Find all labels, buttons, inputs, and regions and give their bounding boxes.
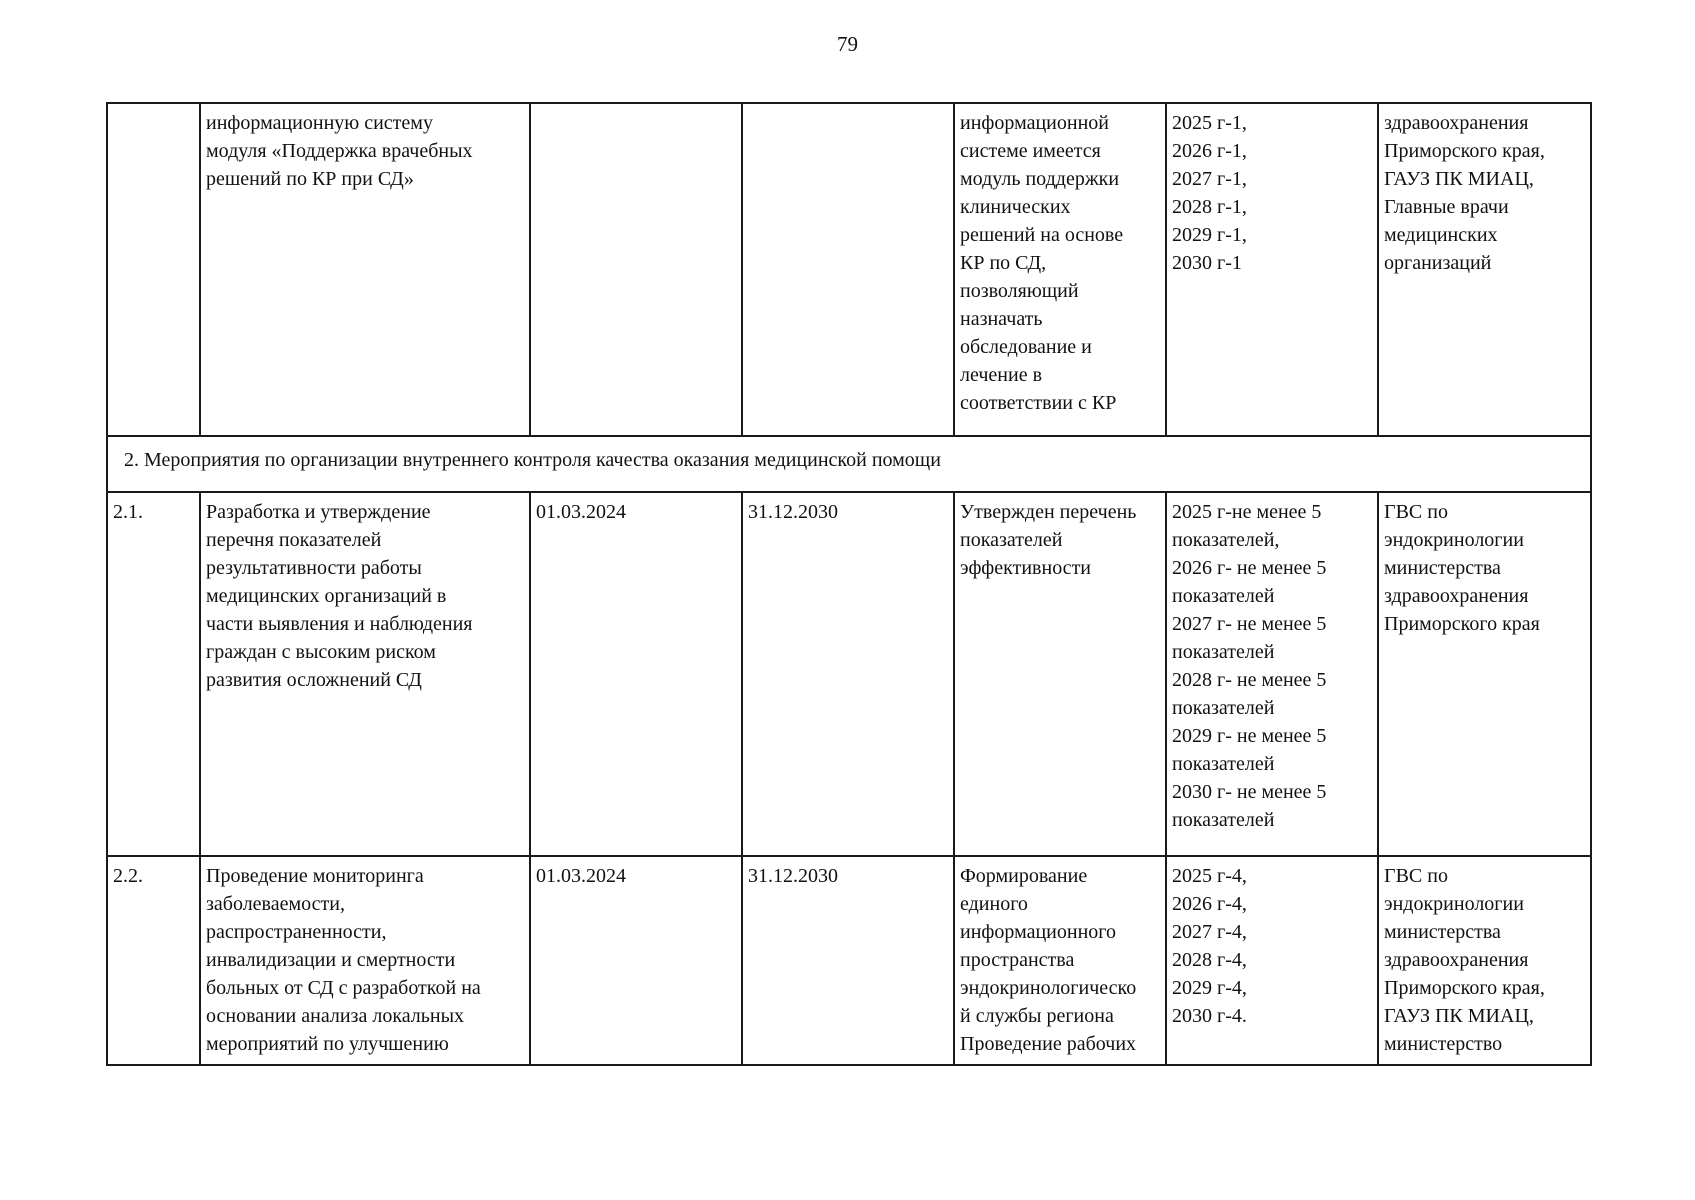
table-row (107, 856, 1591, 1065)
cell-responsible: здравоохранения Приморского края, ГАУЗ ПК МИАЦ, Главные врачи медицинских организаций (1378, 103, 1591, 436)
action-plan-table (106, 102, 1592, 1066)
cell-number: 2.2. (107, 856, 200, 1065)
cell-end-date: 31.12.2030 (742, 492, 954, 856)
cell-start-date (530, 103, 742, 436)
page-number: 79 (837, 32, 858, 56)
cell-start-date: 01.03.2024 (530, 856, 742, 1065)
cell-result: информационной системе имеется модуль поддержки клинических решений на основе КР по СД, позволяющий назначать обследование и лечение в соответствии с КР (954, 103, 1166, 436)
cell-start-date: 01.03.2024 (530, 492, 742, 856)
cell-indicators: 2025 г-не менее 5 показателей, 2026 г- не менее 5 показателей 2027 г- не менее 5 показателей 2028 г- не менее 5 показателей 2029 г- не менее 5 показателей 2030 г- не менее 5 показателей (1166, 492, 1378, 856)
cell-activity: Проведение мониторинга заболеваемости, распространенности, инвалидизации и смертности больных от СД с разработкой на основании анализа локальных мероприятий по улучшению (200, 856, 530, 1065)
section-header-row (107, 436, 1591, 492)
cell-activity: информационную систему модуля «Поддержка врачебных решений по КР при СД» (200, 103, 530, 436)
table-row (107, 103, 1591, 436)
cell-responsible: ГВС по эндокринологии министерства здравоохранения Приморского края, ГАУЗ ПК МИАЦ, министерство (1378, 856, 1591, 1065)
cell-indicators: 2025 г-1, 2026 г-1, 2027 г-1, 2028 г-1, 2029 г-1, 2030 г-1 (1166, 103, 1378, 436)
cell-number: 2.1. (107, 492, 200, 856)
cell-number (107, 103, 200, 436)
cell-end-date: 31.12.2030 (742, 856, 954, 1065)
cell-end-date (742, 103, 954, 436)
cell-result: Формирование единого информационного пространства эндокринологическо й службы региона Проведение рабочих (954, 856, 1166, 1065)
cell-responsible: ГВС по эндокринологии министерства здравоохранения Приморского края (1378, 492, 1591, 856)
section-title: 2. Мероприятия по организации внутреннего контроля качества оказания медицинской помощи (107, 436, 1591, 492)
cell-indicators: 2025 г-4, 2026 г-4, 2027 г-4, 2028 г-4, 2029 г-4, 2030 г-4. (1166, 856, 1378, 1065)
cell-result: Утвержден перечень показателей эффективности (954, 492, 1166, 856)
cell-activity: Разработка и утверждение перечня показателей результативности работы медицинских организаций в части выявления и наблюдения граждан с высоким риском развития осложнений СД (200, 492, 530, 856)
table-row (107, 492, 1591, 856)
